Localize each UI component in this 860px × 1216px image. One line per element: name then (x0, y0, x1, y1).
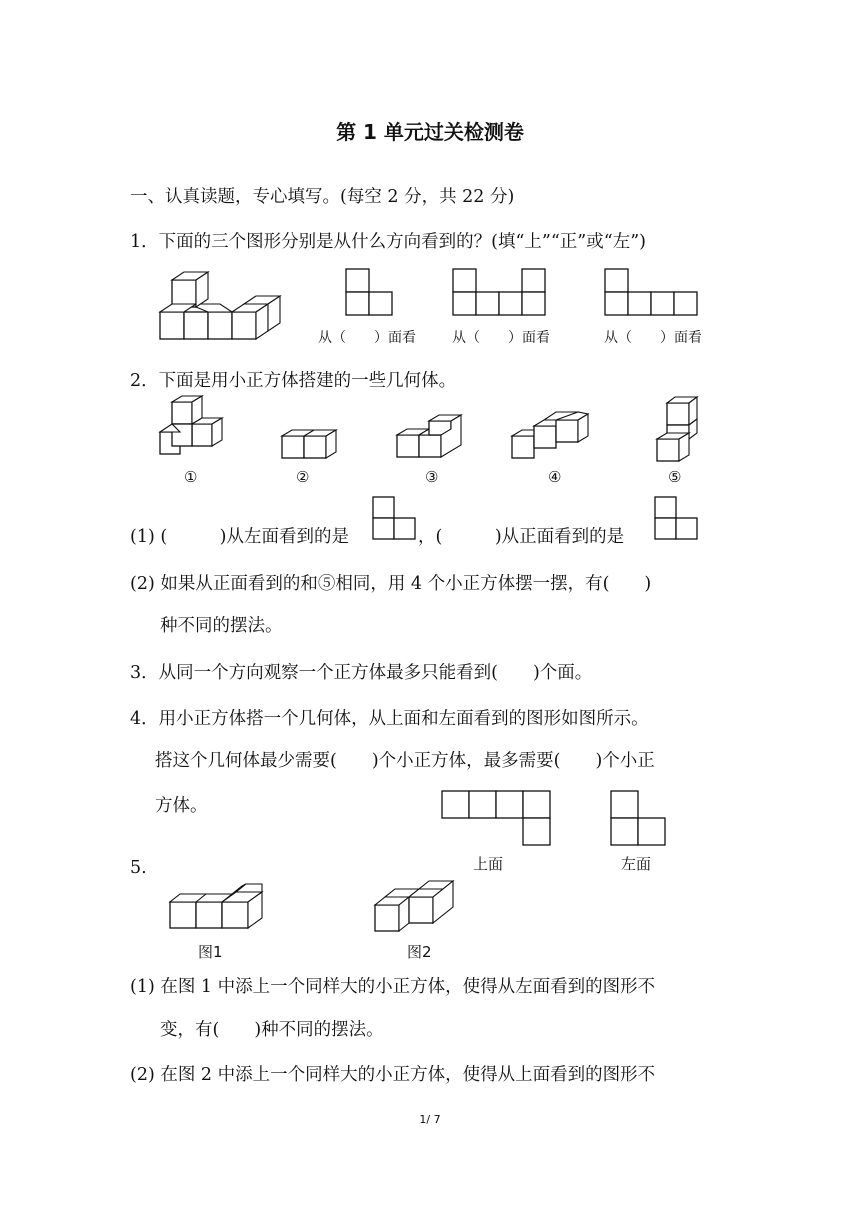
q2-figure-4 (510, 404, 590, 464)
q1-view-a (345, 268, 395, 316)
q2-label-1: ① (184, 468, 198, 486)
q2-label-5: ⑤ (668, 468, 682, 486)
q2-sub1-view-b (654, 496, 700, 542)
q5-figure-2-caption: 图2 (407, 943, 432, 961)
q2-label-3: ③ (425, 468, 439, 486)
q4-top-view (441, 790, 555, 848)
question-5-number: 5. (130, 858, 147, 878)
q5-sub1-line2: 变，有( )种不同的摆法。 (160, 1020, 384, 1040)
question-4-line3: 方体。 (155, 796, 208, 816)
question-2-text: 2．下面是用小正方体搭建的一些几何体。 (130, 371, 457, 391)
question-3-text: 3．从同一个方向观察一个正方体最多只能看到( )个面。 (130, 663, 593, 683)
page-number: 1/ 7 (419, 1113, 441, 1126)
question-4-line1: 4．用小正方体搭一个几何体，从上面和左面看到的图形如图所示。 (130, 709, 649, 729)
q2-figure-5 (655, 395, 705, 465)
page-title: 第 1 单元过关检测卷 (336, 120, 524, 144)
q2-figure-3 (395, 413, 465, 463)
q2-sub1-view-a (372, 496, 418, 542)
q4-caption-top: 上面 (473, 855, 504, 873)
q1-caption-2: 从（ ）面看 (452, 330, 550, 346)
q2-sub1-part-b: ，( )从正面看到的是 (418, 527, 625, 547)
q1-3d-figure (158, 262, 283, 342)
q1-caption-3: 从（ ）面看 (604, 330, 702, 346)
q2-label-2: ② (296, 468, 310, 486)
q1-caption-1: 从（ ）面看 (318, 330, 416, 346)
question-1-text: 1．下面的三个图形分别是从什么方向看到的？(填“上”“正”或“左”) (130, 232, 646, 252)
q5-sub2-line1: (2) 在图 2 中添上一个同样大的小正方体，使得从上面看到的图形不 (130, 1065, 656, 1085)
q2-sub2-line1: (2) 如果从正面看到的和⑤相同，用 4 个小正方体摆一摆，有( ) (130, 574, 652, 594)
q2-sub2-line2: 种不同的摆法。 (160, 616, 283, 636)
q5-figure-1-caption: 图1 (198, 943, 223, 961)
q2-figure-2 (280, 424, 340, 464)
q2-sub1-part-a: (1) ( )从左面看到的是 (130, 527, 350, 547)
q4-left-view (610, 790, 670, 848)
question-4-line2: 搭这个几何体最少需要( )个小正方体，最多需要( )个小正 (155, 751, 655, 771)
q5-figure-2 (373, 875, 457, 941)
q2-label-4: ④ (548, 468, 562, 486)
q2-figure-1 (158, 394, 228, 464)
q1-view-b (452, 268, 548, 316)
section-heading: 一、认真读题，专心填写。(每空 2 分，共 22 分) (130, 187, 515, 207)
q5-sub1-line1: (1) 在图 1 中添上一个同样大的小正方体，使得从左面看到的图形不 (130, 977, 656, 997)
q1-view-c (604, 268, 700, 316)
q4-caption-left: 左面 (621, 855, 652, 873)
q5-figure-1 (168, 882, 268, 938)
